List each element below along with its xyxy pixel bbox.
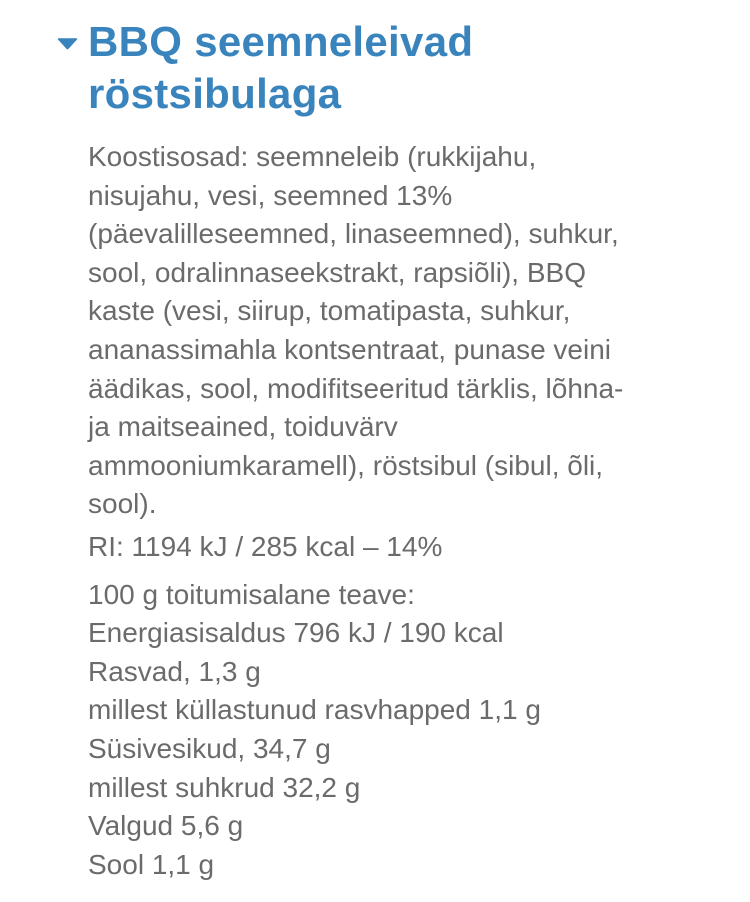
caret-down-icon — [57, 37, 78, 50]
nutrition-line: millest suhkrud 32,2 g — [88, 771, 361, 803]
nutrition-line: Sool 1,1 g — [88, 848, 215, 880]
nutrition-line: Rasvad, 1,3 g — [88, 655, 261, 687]
ingredients-line: (päevalilleseemned, linaseemned), suhkur, — [88, 218, 619, 250]
nutrition-line: Energiasisaldus 796 kJ / 190 kcal — [88, 617, 504, 649]
accordion-header[interactable] — [57, 16, 694, 120]
section-title — [88, 16, 473, 120]
section-title-line: BBQ seemneleivad — [88, 18, 474, 65]
ingredients-line: Koostisosad: seemneleib (rukkijahu, — [88, 141, 537, 172]
ingredients-line: ananassimahla kontsentraat, punase veini — [88, 333, 612, 365]
section-body — [88, 138, 694, 902]
nutrition-line: Valgud 5,6 g — [88, 810, 244, 842]
ingredients-line: sool). — [88, 488, 157, 520]
reference-intake-line: RI: 1194 kJ / 285 kcal – 14% — [88, 530, 443, 562]
ingredients-line: nisujahu, vesi, seemned 13% — [88, 179, 453, 211]
nutrition-line: Süsivesikud, 34,7 g — [88, 732, 331, 764]
ingredients-line: ammooniumkaramell), röstsibul (sibul, õli, — [88, 449, 604, 481]
ingredients-line: ja maitseained, toiduvärv — [88, 411, 398, 443]
nutrition-heading: 100 g toitumisalane teave: — [88, 578, 415, 610]
ingredients-paragraph — [88, 138, 694, 524]
nutrition-info — [88, 576, 694, 902]
ingredients-line: sool, odralinnaseekstrakt, rapsiõli), BBQ — [88, 256, 586, 288]
ingredients-line: äädikas, sool, modifitseeritud tärklis, lõhna- — [88, 372, 624, 404]
section-title-line: röstsibulaga — [88, 70, 342, 117]
nutrition-line: millest küllastunud rasvhapped 1,1 g — [88, 694, 541, 726]
ingredients-line: kaste (vesi, siirup, tomatipasta, suhkur, — [88, 295, 571, 327]
